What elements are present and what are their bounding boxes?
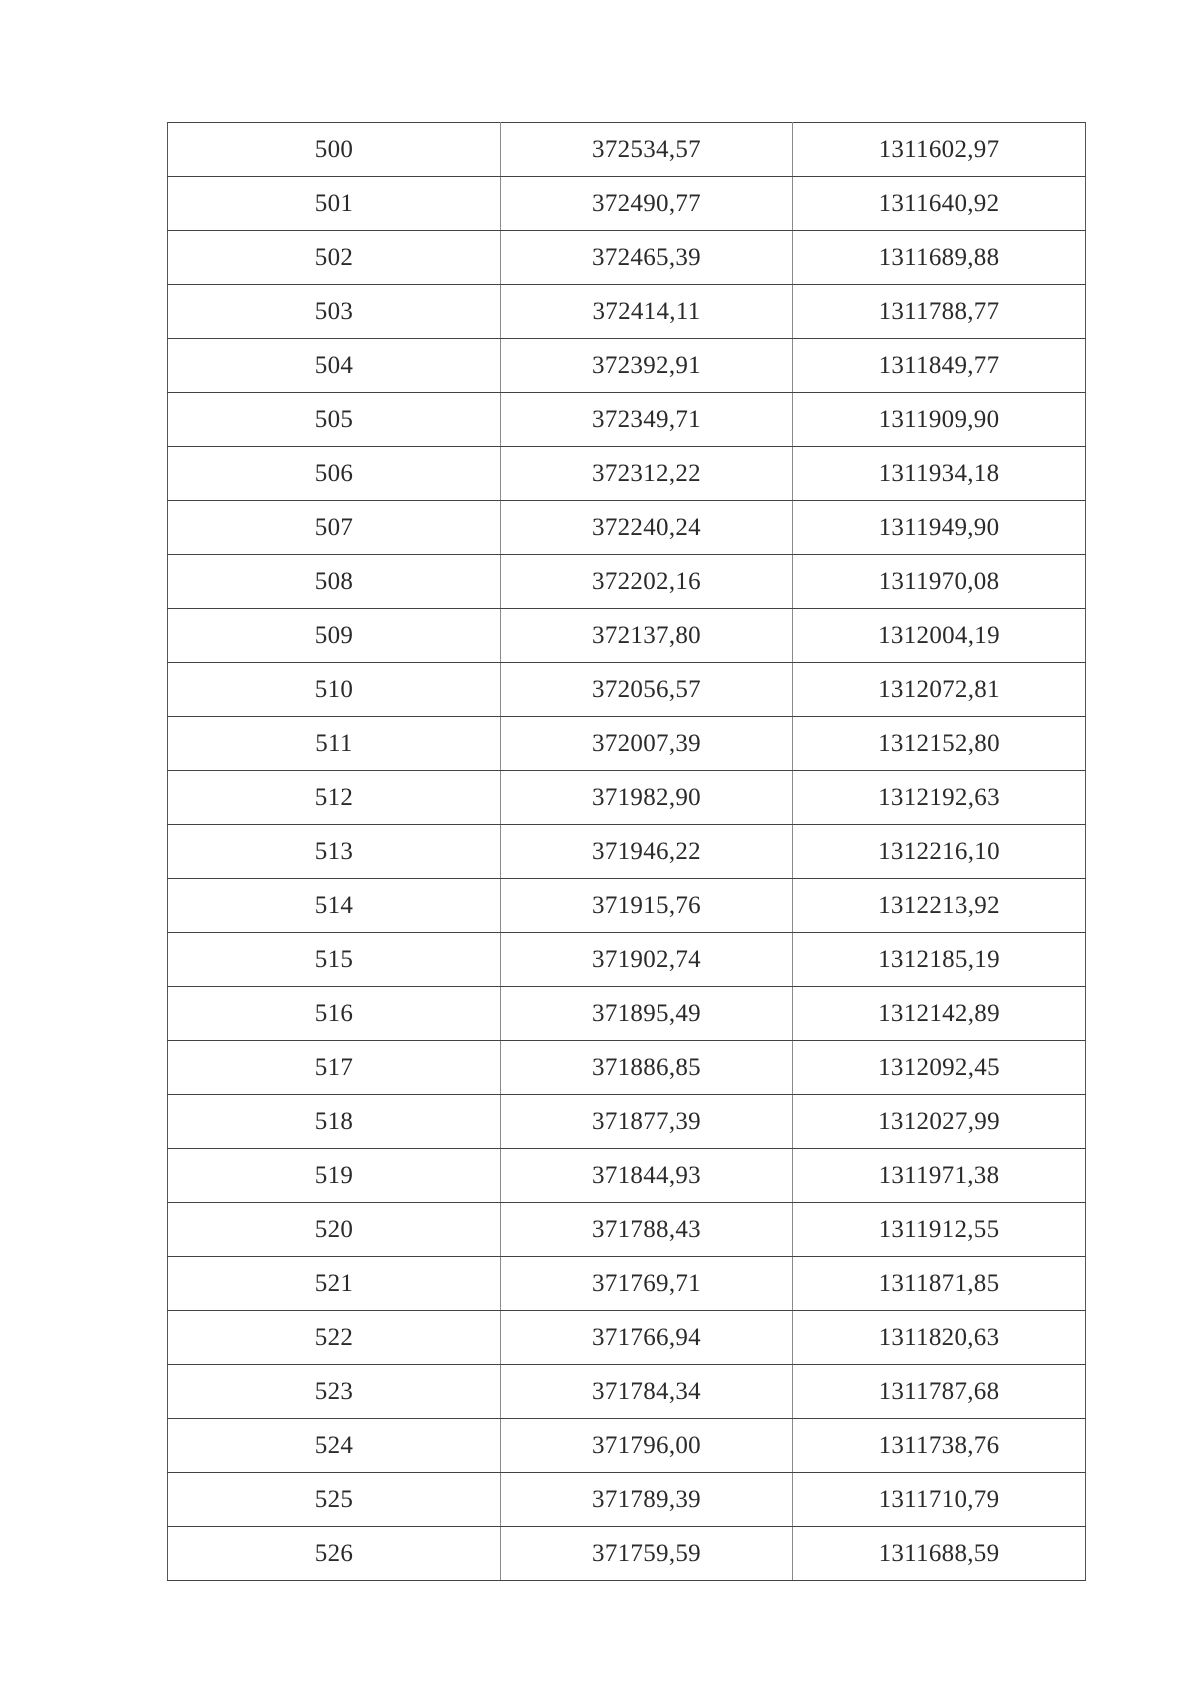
point-number-cell: 508	[168, 555, 501, 609]
y-coordinate-cell: 1312216,10	[793, 825, 1086, 879]
table-row	[168, 285, 1086, 339]
point-number-cell: 522	[168, 1311, 501, 1365]
y-coordinate-cell: 1312072,81	[793, 663, 1086, 717]
table-row	[168, 177, 1086, 231]
y-coordinate-cell: 1312027,99	[793, 1095, 1086, 1149]
point-number-cell: 518	[168, 1095, 501, 1149]
y-coordinate-cell: 1311788,77	[793, 285, 1086, 339]
point-number-cell: 507	[168, 501, 501, 555]
table-row	[168, 1149, 1086, 1203]
x-coordinate-cell: 372240,24	[501, 501, 793, 555]
x-coordinate-cell: 371796,00	[501, 1419, 793, 1473]
x-coordinate-cell: 372465,39	[501, 231, 793, 285]
table-row	[168, 1041, 1086, 1095]
table-row	[168, 447, 1086, 501]
point-number-cell: 517	[168, 1041, 501, 1095]
table-row	[168, 717, 1086, 771]
point-number-cell: 500	[168, 123, 501, 177]
y-coordinate-cell: 1312092,45	[793, 1041, 1086, 1095]
x-coordinate-cell: 371895,49	[501, 987, 793, 1041]
point-number-cell: 513	[168, 825, 501, 879]
table-row	[168, 879, 1086, 933]
x-coordinate-cell: 371769,71	[501, 1257, 793, 1311]
point-number-cell: 514	[168, 879, 501, 933]
y-coordinate-cell: 1311912,55	[793, 1203, 1086, 1257]
table-row	[168, 1473, 1086, 1527]
x-coordinate-cell: 371877,39	[501, 1095, 793, 1149]
x-coordinate-cell: 371902,74	[501, 933, 793, 987]
point-number-cell: 509	[168, 609, 501, 663]
y-coordinate-cell: 1311787,68	[793, 1365, 1086, 1419]
table-row	[168, 393, 1086, 447]
table-row	[168, 1527, 1086, 1581]
point-number-cell: 512	[168, 771, 501, 825]
y-coordinate-cell: 1311871,85	[793, 1257, 1086, 1311]
point-number-cell: 526	[168, 1527, 501, 1581]
x-coordinate-cell: 371759,59	[501, 1527, 793, 1581]
x-coordinate-cell: 372349,71	[501, 393, 793, 447]
table-row	[168, 987, 1086, 1041]
y-coordinate-cell: 1311688,59	[793, 1527, 1086, 1581]
table-row	[168, 1419, 1086, 1473]
table-row	[168, 933, 1086, 987]
x-coordinate-cell: 371886,85	[501, 1041, 793, 1095]
x-coordinate-cell: 372312,22	[501, 447, 793, 501]
x-coordinate-cell: 372392,91	[501, 339, 793, 393]
y-coordinate-cell: 1311909,90	[793, 393, 1086, 447]
x-coordinate-cell: 371789,39	[501, 1473, 793, 1527]
y-coordinate-cell: 1311602,97	[793, 123, 1086, 177]
x-coordinate-cell: 371915,76	[501, 879, 793, 933]
table-row	[168, 555, 1086, 609]
y-coordinate-cell: 1311970,08	[793, 555, 1086, 609]
y-coordinate-cell: 1312185,19	[793, 933, 1086, 987]
y-coordinate-cell: 1312152,80	[793, 717, 1086, 771]
y-coordinate-cell: 1312004,19	[793, 609, 1086, 663]
x-coordinate-cell: 372007,39	[501, 717, 793, 771]
y-coordinate-cell: 1311949,90	[793, 501, 1086, 555]
x-coordinate-cell: 371946,22	[501, 825, 793, 879]
point-number-cell: 515	[168, 933, 501, 987]
table-row	[168, 609, 1086, 663]
x-coordinate-cell: 371844,93	[501, 1149, 793, 1203]
table-row	[168, 1311, 1086, 1365]
point-number-cell: 525	[168, 1473, 501, 1527]
y-coordinate-cell: 1311820,63	[793, 1311, 1086, 1365]
x-coordinate-cell: 371788,43	[501, 1203, 793, 1257]
point-number-cell: 516	[168, 987, 501, 1041]
table-row	[168, 825, 1086, 879]
y-coordinate-cell: 1311738,76	[793, 1419, 1086, 1473]
table-row	[168, 339, 1086, 393]
point-number-cell: 501	[168, 177, 501, 231]
point-number-cell: 521	[168, 1257, 501, 1311]
y-coordinate-cell: 1311640,92	[793, 177, 1086, 231]
table-row	[168, 123, 1086, 177]
table-row	[168, 1365, 1086, 1419]
y-coordinate-cell: 1311689,88	[793, 231, 1086, 285]
x-coordinate-cell: 371784,34	[501, 1365, 793, 1419]
coordinates-table	[167, 122, 1086, 1581]
table-row	[168, 1095, 1086, 1149]
coordinates-table-body	[168, 123, 1086, 1581]
x-coordinate-cell: 372490,77	[501, 177, 793, 231]
point-number-cell: 510	[168, 663, 501, 717]
point-number-cell: 506	[168, 447, 501, 501]
point-number-cell: 503	[168, 285, 501, 339]
y-coordinate-cell: 1311934,18	[793, 447, 1086, 501]
point-number-cell: 505	[168, 393, 501, 447]
x-coordinate-cell: 372056,57	[501, 663, 793, 717]
x-coordinate-cell: 372534,57	[501, 123, 793, 177]
y-coordinate-cell: 1311710,79	[793, 1473, 1086, 1527]
point-number-cell: 502	[168, 231, 501, 285]
y-coordinate-cell: 1311849,77	[793, 339, 1086, 393]
table-row	[168, 231, 1086, 285]
table-row	[168, 1203, 1086, 1257]
y-coordinate-cell: 1312192,63	[793, 771, 1086, 825]
x-coordinate-cell: 372137,80	[501, 609, 793, 663]
x-coordinate-cell: 372414,11	[501, 285, 793, 339]
point-number-cell: 504	[168, 339, 501, 393]
point-number-cell: 524	[168, 1419, 501, 1473]
y-coordinate-cell: 1312213,92	[793, 879, 1086, 933]
point-number-cell: 519	[168, 1149, 501, 1203]
table-row	[168, 663, 1086, 717]
y-coordinate-cell: 1312142,89	[793, 987, 1086, 1041]
point-number-cell: 511	[168, 717, 501, 771]
table-row	[168, 1257, 1086, 1311]
x-coordinate-cell: 371766,94	[501, 1311, 793, 1365]
x-coordinate-cell: 371982,90	[501, 771, 793, 825]
x-coordinate-cell: 372202,16	[501, 555, 793, 609]
y-coordinate-cell: 1311971,38	[793, 1149, 1086, 1203]
table-row	[168, 501, 1086, 555]
point-number-cell: 520	[168, 1203, 501, 1257]
table-row	[168, 771, 1086, 825]
point-number-cell: 523	[168, 1365, 501, 1419]
